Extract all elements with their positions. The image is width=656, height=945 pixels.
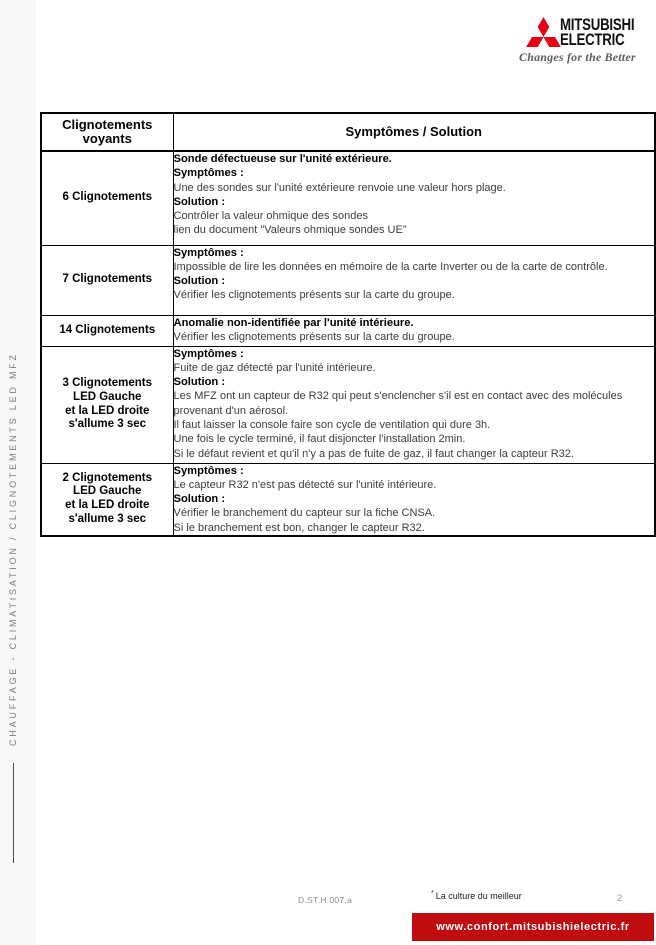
text-line: Vérifier les clignotements présents sur la carte du groupe. [173, 289, 455, 302]
fault-table [40, 112, 656, 537]
footnote-asterisk: * [431, 890, 434, 897]
symptoms-solution-cell [173, 245, 655, 315]
three-diamonds-icon [526, 17, 561, 47]
website-bar[interactable] [412, 913, 654, 941]
doc-reference: D.ST.H.007.a [298, 895, 353, 905]
text-line: lien du document "Valeurs ohmique sondes UE" [173, 224, 407, 237]
bold-line: Solution : [173, 376, 226, 389]
text-line: Une fois le cycle terminé, il faut disjoncter l'installation 2min. [173, 433, 466, 446]
text-line: Contrôler la valeur ohmique des sondes [173, 210, 368, 223]
text-line: Si le branchement est bon, changer le capteur R32. [173, 521, 425, 534]
blink-count-cell: 7 Clignotements [41, 245, 173, 315]
table-row [41, 151, 655, 245]
bold-line: Solution : [173, 275, 226, 288]
blink-count-cell: 2 Clignotements LED Gauche et la LED droite s'allume 3 sec [41, 463, 173, 536]
blink-count-cell: 6 Clignotements [41, 151, 173, 245]
bold-line: Symptômes : [173, 464, 244, 477]
table-header-row [41, 113, 655, 151]
brand-name-line1: MITSUBISHI [560, 15, 635, 34]
table-row [41, 245, 655, 315]
header-symptoms-solution: Symptômes / Solution [173, 113, 655, 151]
brand-tagline: Changes for the Better [519, 50, 636, 64]
text-line: Une des sondes sur l'unité extérieure renvoie une valeur hors plage. [173, 181, 506, 194]
bold-line: Symptômes : [173, 347, 244, 360]
culture-tagline: * La culture du meilleur [431, 890, 522, 901]
sidebar-rule [13, 763, 14, 863]
page-margin-strip [0, 0, 36, 945]
header-blink-count: Clignotements voyants [41, 113, 173, 151]
bold-line: Sonde défectueuse sur l'unité extérieure. [173, 153, 392, 165]
bold-line: Symptômes : [173, 246, 244, 259]
symptoms-solution-cell [173, 463, 655, 536]
text-line: Les MFZ ont un capteur de R32 qui peut s'enclencher s'il est en contact avec des molécules provenant d'un aérosol. [173, 390, 623, 417]
table-row [41, 463, 655, 536]
table-row [41, 315, 655, 346]
blink-count-cell: 14 Clignotements [41, 315, 173, 346]
fault-table-body [41, 151, 655, 536]
page-number: 2 [617, 893, 623, 904]
brand-name-line2: ELECTRIC [560, 30, 625, 49]
website-link: www.confort.mitsubishielectric.fr [436, 921, 630, 933]
table-row [41, 346, 655, 463]
text-line: Vérifier les clignotements présents sur la carte du groupe. [173, 330, 455, 343]
text-line: Si le défaut revient et qu'il n'y a pas de fuite de gaz, il faut changer la capteur R32. [173, 447, 574, 460]
symptoms-solution-cell [173, 315, 655, 346]
text-line: Impossible de lire les données en mémoire de la carte Inverter ou de la carte de contrôle. [173, 260, 608, 273]
symptoms-solution-cell [173, 151, 655, 245]
text-line: Vérifier le branchement du capteur sur la fiche CNSA. [173, 507, 436, 520]
bold-line: Solution : [173, 493, 226, 506]
bold-line: Symptômes : [173, 167, 244, 180]
bold-line: Solution : [173, 195, 226, 208]
bold-line: Anomalie non-identifiée par l'unité intérieure. [173, 316, 414, 329]
text-line: Fuite de gaz détecté par l'unité intérieure. [173, 361, 376, 374]
symptoms-solution-cell [173, 346, 655, 463]
brand-name [560, 17, 634, 47]
text-line: Le capteur R32 n'est pas détecté sur l'unité intérieure. [173, 478, 437, 491]
sidebar-vertical-label: CHAUFFAGE - CLIMATISATION / CLIGNOTEMENTS LED MFZ [8, 352, 18, 746]
text-line: Il faut laisser la console faire son cycle de ventilation qui dure 3h. [173, 418, 491, 431]
mitsubishi-logo [520, 8, 650, 70]
blink-count-cell: 3 Clignotements LED Gauche et la LED droite s'allume 3 sec [41, 346, 173, 463]
